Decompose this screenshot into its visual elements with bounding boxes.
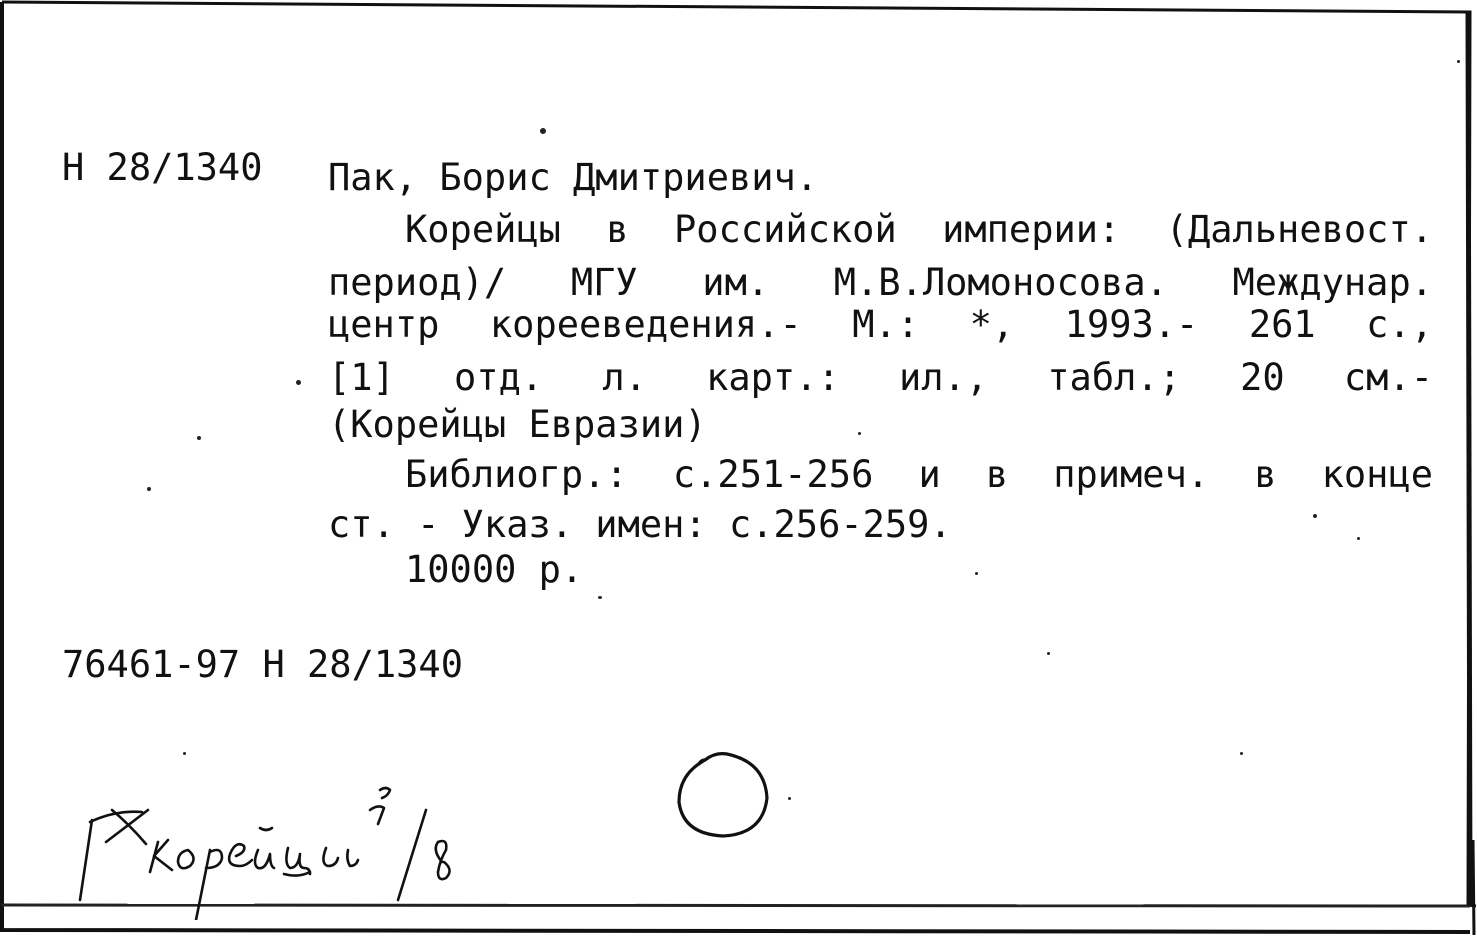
speck	[1457, 60, 1460, 63]
speck	[858, 432, 861, 435]
speck	[975, 572, 978, 575]
speck	[598, 596, 602, 599]
speck	[1313, 514, 1317, 518]
shelf-mark: Н 28/1340	[62, 146, 263, 189]
description-line: период)/ МГУ им. М.В.Ломоносова. Междунар.	[328, 261, 1433, 304]
accession-number: 76461-97 Н 28/1340	[62, 643, 463, 686]
note-line: ст. - Указ. имен: с.256-259.	[328, 503, 952, 546]
hand-drawn-circle	[665, 740, 785, 850]
speck	[1240, 752, 1243, 755]
handwritten-note-signature	[70, 770, 590, 920]
speck	[197, 436, 201, 440]
price: 10000 р.	[405, 548, 584, 591]
author-heading: Пак, Борис Дмитриевич.	[328, 156, 819, 199]
speck	[788, 797, 791, 800]
description-line: [1] отд. л. карт.: ил., табл.; 20 см.-	[328, 356, 1433, 399]
speck	[183, 752, 186, 755]
description-line: Корейцы в Российской империи: (Дальневост.	[405, 208, 1433, 251]
speck	[147, 487, 151, 491]
speck	[296, 380, 301, 385]
series-line: (Корейцы Евразии)	[328, 403, 707, 446]
description-line: центр корееведения.- М.: *, 1993.- 261 с.,	[328, 303, 1433, 346]
speck	[1357, 537, 1360, 540]
speck	[540, 128, 546, 134]
speck	[1047, 652, 1050, 655]
note-line: Библиогр.: с.251-256 и в примеч. в конце	[405, 453, 1433, 496]
